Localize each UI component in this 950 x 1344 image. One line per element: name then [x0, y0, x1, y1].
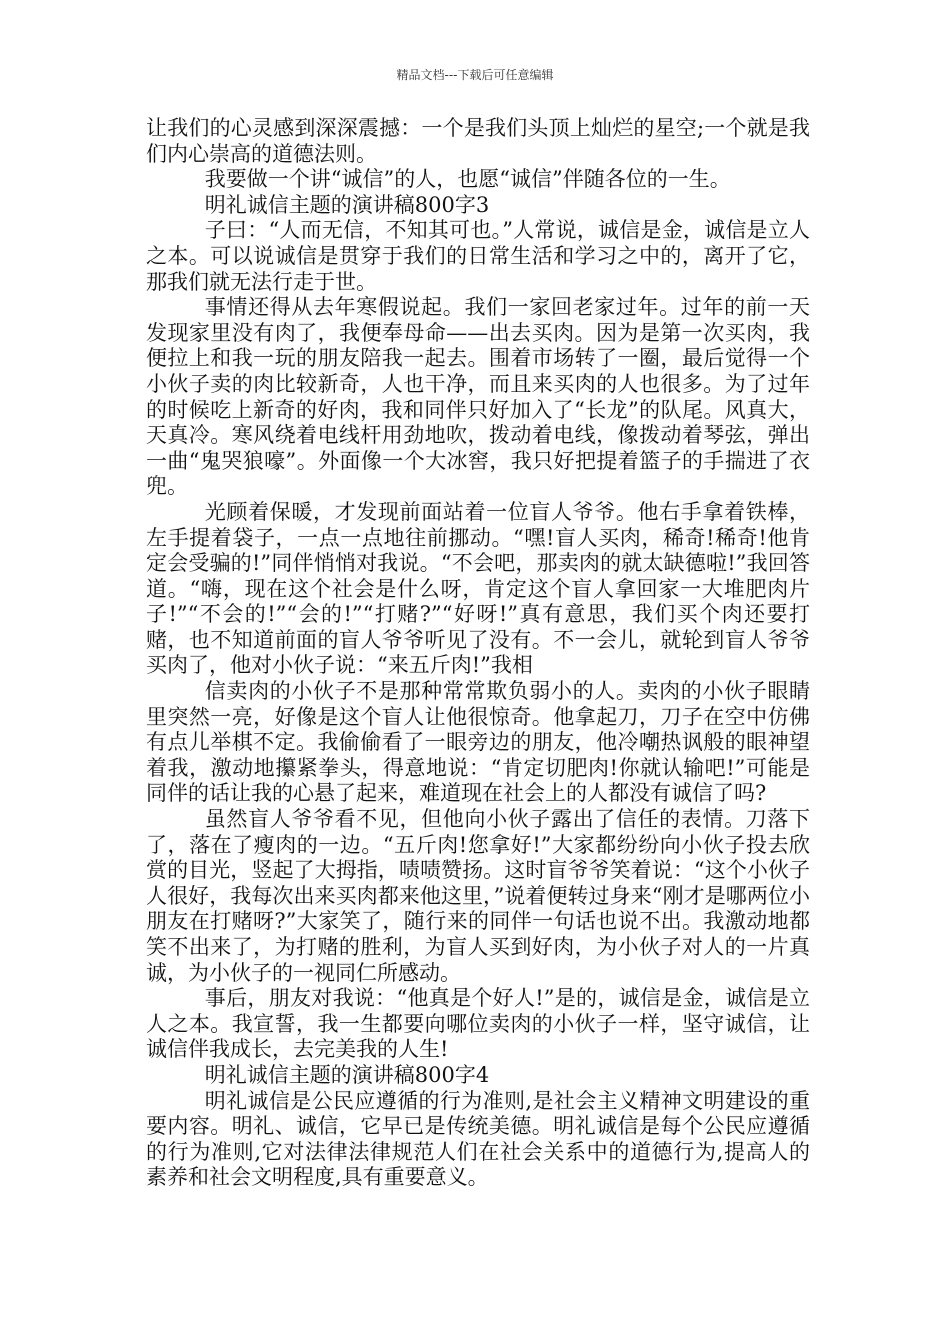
paragraph-continued: 让我们的心灵感到深深震撼：一个是我们头顶上灿烂的星空;一个就是我们内心崇高的道德法则。	[146, 116, 810, 166]
paragraph: 光顾着保暖，才发现前面站着一位盲人爷爷。他右手拿着铁棒，左手提着袋子，一点一点地往前挪动。“嘿!盲人买肉，稀奇!稀奇!他肯定会受骗的!”同伴悄悄对我说。“不会吧，那卖肉的就太缺德啦!”我回答道。“嗨，现在这个社会是什么呀，肯定这个盲人拿回家一大堆肥肉片子!”“不会的!”“会的!”“打赌?”“好呀!”真有意思，我们买个肉还要打赌，也不知道前面的盲人爷爷听见了没有。不一会儿，就轮到盲人爷爷买肉了，他对小伙子说：“来五斤肉!”我相	[146, 499, 810, 678]
section-heading: 明礼诚信主题的演讲稿800字3	[204, 192, 490, 217]
paragraph: 事情还得从去年寒假说起。我们一家回老家过年。过年的前一天发现家里没有肉了，我便奉母命——出去买肉。因为是第一次买肉，我便拉上和我一玩的朋友陪我一起去。围着市场转了一圈，最后觉得一个小伙子卖的肉比较新奇，人也干净，而且来买肉的人也很多。为了过年的时候吃上新奇的好肉，我和同伴只好加入了“长龙”的队尾。风真大，天真冷。寒风绕着电线杆用劲地吹，拨动着电线，像拨动着琴弦，弹出一曲“鬼哭狼嚎”。外面像一个大冰窖，我只好把提着篮子的手揣进了衣兜。	[146, 295, 810, 499]
paragraph: 信卖肉的小伙子不是那种常常欺负弱小的人。卖肉的小伙子眼睛里突然一亮，好像是这个盲人让他很惊奇。他拿起刀，刀子在空中仿佛有点儿举棋不定。我偷偷看了一眼旁边的朋友，他冷嘲热讽般的眼神望着我，激动地攥紧拳头，得意地说：“肯定切肥肉!你就认输吧!”可能是同伴的话让我的心悬了起来，难道现在社会上的人都没有诚信了吗?	[146, 679, 810, 806]
section-heading: 明礼诚信主题的演讲稿800字4	[204, 1062, 490, 1087]
paragraph: 子曰：“人而无信，不知其可也。”人常说，诚信是金，诚信是立人之本。可以说诚信是贯穿于我们的日常生活和学习之中的，离开了它，那我们就无法行走于世。	[146, 218, 810, 294]
page-header: 精品文档---下载后可任意编辑	[396, 68, 554, 82]
paragraph: 我要做一个讲“诚信”的人，也愿“诚信”伴随各位的一生。	[204, 167, 731, 192]
paragraph: 事后，朋友对我说：“他真是个好人!”是的，诚信是金，诚信是立人之本。我宣誓，我一生都要向哪位卖肉的小伙子一样，坚守诚信，让诚信伴我成长，去完美我的人生!	[146, 986, 810, 1062]
paragraph: 虽然盲人爷爷看不见，但他向小伙子露出了信任的表情。刀落下了，落在了瘦肉的一边。“五斤肉!您拿好!”大家都纷纷向小伙子投去欣赏的目光，竖起了大拇指，啧啧赞扬。这时盲爷爷笑着说：“这个小伙子人很好，我每次出来买肉都来他这里，”说着便转过身来“刚才是哪两位小朋友在打赌呀?”大家笑了，随行来的同伴一句话也说不出。我激动地都笑不出来了，为打赌的胜利，为盲人买到好肉，为小伙子对人的一片真诚，为小伙子的一视同仁所感动。	[146, 807, 810, 985]
document-body	[146, 116, 810, 1191]
paragraph: 明礼诚信是公民应遵循的行为准则,是社会主义精神文明建设的重要内容。明礼、诚信，它早已是传统美德。明礼诚信是每个公民应遵循的行为准则,它对法律法律规范人们在社会关系中的道德行为,提高人的素养和社会文明程度,具有重要意义。	[146, 1088, 810, 1190]
